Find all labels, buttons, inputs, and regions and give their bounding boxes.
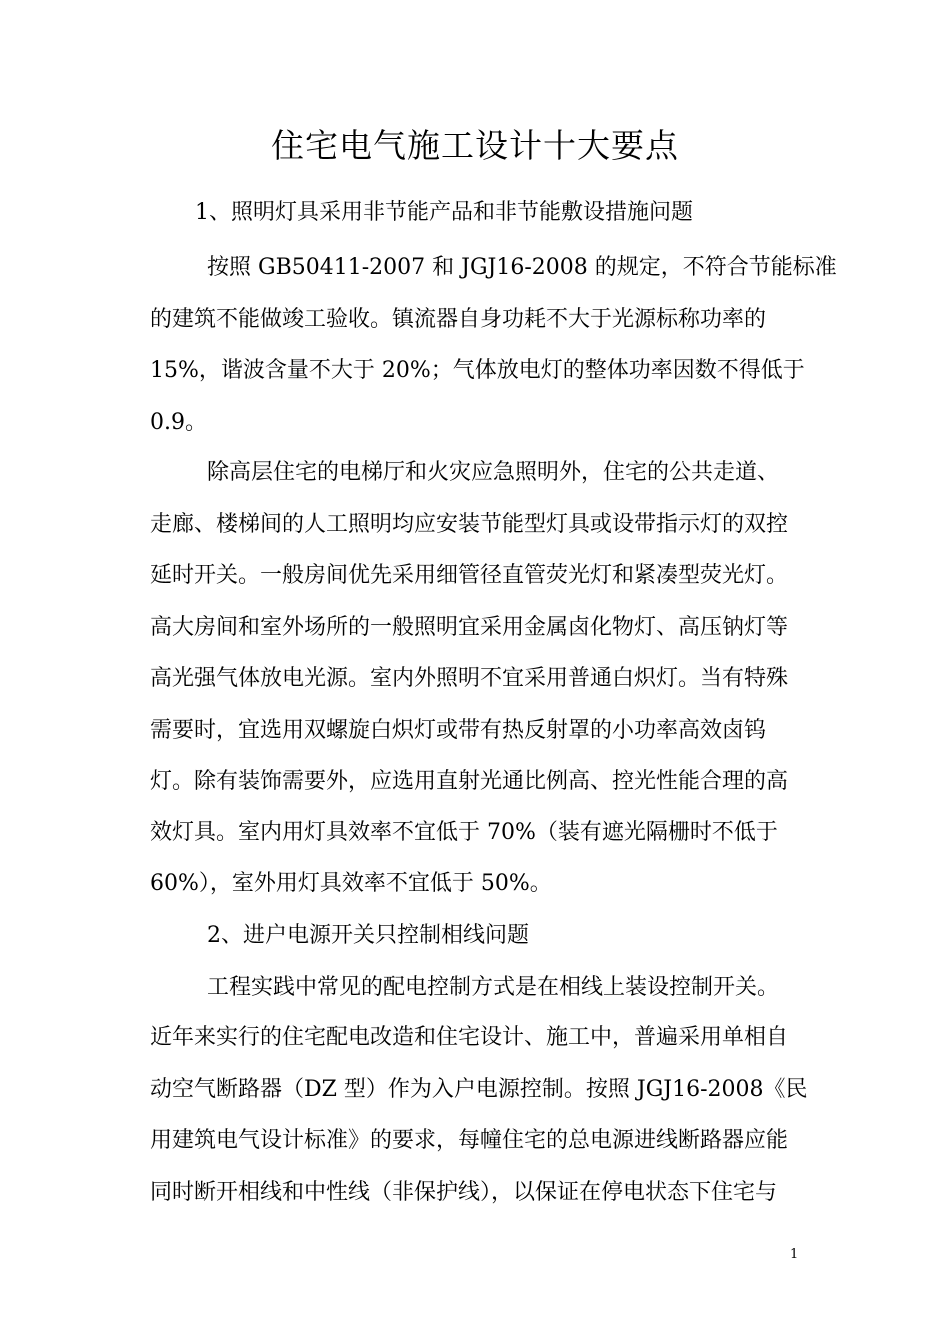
paragraph-line: 走廊、楼梯间的人工照明均应安装节能型灯具或设带指示灯的双控 bbox=[150, 512, 789, 537]
paragraph-line: 用建筑电气设计标准》的要求，每幢住宅的总电源进线断路器应能 bbox=[150, 1128, 789, 1153]
paragraph-line: 灯。除有装饰需要外，应选用直射光通比例高、控光性能合理的高 bbox=[150, 769, 789, 794]
paragraph-line: 动空气断路器（DZ 型）作为入户电源控制。按照 JGJ16-2008《民 bbox=[150, 1077, 808, 1102]
paragraph-line: 延时开关。一般房间优先采用细管径直管荧光灯和紧凑型荧光灯。 bbox=[150, 563, 789, 588]
section-1-heading: 1、照明灯具采用非节能产品和非节能敷设措施问题 bbox=[195, 200, 693, 225]
page-number: 1 bbox=[790, 1247, 799, 1262]
paragraph-line: 0.9。 bbox=[150, 410, 207, 435]
paragraph-line: 除高层住宅的电梯厅和火灾应急照明外，住宅的公共走道、 bbox=[207, 460, 780, 485]
paragraph-line: 高光强气体放电光源。室内外照明不宜采用普通白炽灯。当有特殊 bbox=[150, 666, 789, 691]
paragraph-line: 效灯具。室内用灯具效率不宜低于 70%（装有遮光隔栅时不低于 bbox=[150, 820, 778, 845]
paragraph-line: 近年来实行的住宅配电改造和住宅设计、施工中，普遍采用单相自 bbox=[150, 1025, 789, 1050]
paragraph-line: 同时断开相线和中性线（非保护线），以保证在停电状态下住宅与 bbox=[150, 1180, 778, 1205]
document-title: 住宅电气施工设计十大要点 bbox=[271, 126, 679, 165]
paragraph-line: 15%，谐波含量不大于 20%；气体放电灯的整体功率因数不得低于 bbox=[150, 358, 805, 383]
paragraph-line: 按照 GB50411-2007 和 JGJ16-2008 的规定，不符合节能标准 bbox=[207, 255, 837, 280]
paragraph-line: 工程实践中常见的配电控制方式是在相线上装设控制开关。 bbox=[207, 975, 780, 1000]
paragraph-line: 高大房间和室外场所的一般照明宜采用金属卤化物灯、高压钠灯等 bbox=[150, 615, 789, 640]
section-2-heading: 2、进户电源开关只控制相线问题 bbox=[207, 923, 529, 948]
paragraph-line: 60%），室外用灯具效率不宜低于 50%。 bbox=[150, 871, 552, 896]
paragraph-line: 的建筑不能做竣工验收。镇流器自身功耗不大于光源标称功率的 bbox=[150, 307, 767, 332]
paragraph-line: 需要时，宜选用双螺旋白炽灯或带有热反射罩的小功率高效卤钨 bbox=[150, 718, 767, 743]
